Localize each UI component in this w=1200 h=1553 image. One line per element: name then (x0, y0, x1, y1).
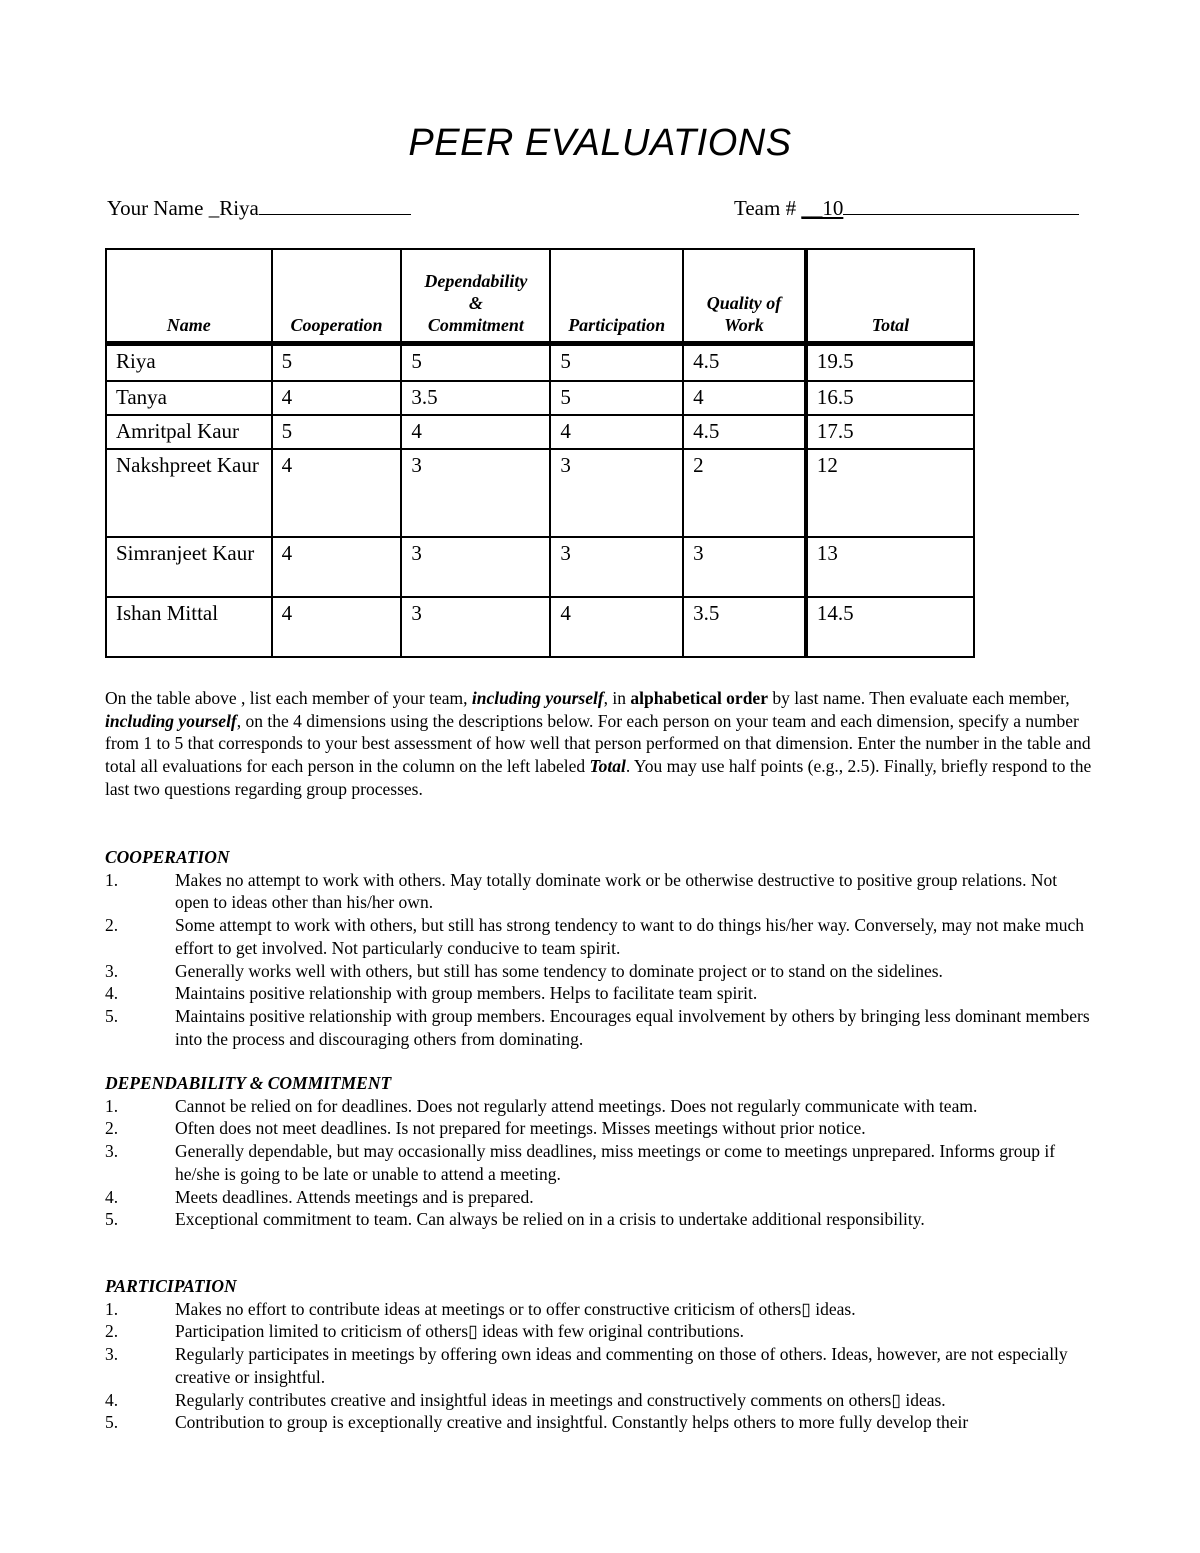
cell-cooperation[interactable]: 4 (272, 597, 402, 657)
item-number: 2. (105, 1118, 119, 1139)
cell-quality[interactable]: 4 (683, 381, 806, 415)
item-number: 3. (105, 960, 119, 981)
instructions-text: , in (603, 688, 631, 708)
column-header-dependability: Dependability & Commitment (401, 249, 550, 344)
cooperation-section (105, 846, 1095, 1050)
section-heading: COOPERATION (105, 847, 230, 867)
cell-name[interactable]: Ishan Mittal (106, 597, 272, 657)
item-number: 2. (105, 915, 119, 936)
item-number: 1. (105, 1095, 119, 1116)
cell-total[interactable]: 12 (806, 449, 974, 537)
section-heading: PARTICIPATION (105, 1276, 237, 1296)
list-item (105, 1298, 1095, 1321)
item-text: Cannot be relied on for deadlines. Does not regularly attend meetings. Does not regularly communicate with team. (175, 1095, 978, 1116)
team-number-value: __10 (801, 196, 844, 220)
table-row (106, 415, 974, 449)
cell-cooperation[interactable]: 4 (272, 537, 402, 597)
your-name-value: _Riya (208, 196, 259, 220)
list-item (105, 960, 1095, 983)
table-header-row (106, 249, 974, 344)
cell-name[interactable]: Nakshpreet Kaur (106, 449, 272, 537)
instructions-text: , on the 4 dimensions using the descriptions below. For each person on your team and each dimension, specify a number from 1 to 5 that corresponds to your best assessment of how well that person performed on that dimension. Enter the number in the table and total all evaluations for each person in the column on the left labeled (105, 710, 1091, 777)
instructions-emphasis: Total (589, 756, 626, 777)
instructions-text: On the table above , list each member of your team, (105, 688, 472, 708)
item-number: 4. (105, 983, 119, 1004)
column-header-total: Total (806, 249, 974, 344)
item-text: Regularly participates in meetings by offering own ideas and commenting on those of others. Ideas, however, are not especially creative or insightful. (175, 1344, 1068, 1387)
item-number: 3. (105, 1141, 119, 1162)
your-name-label: Your Name (107, 196, 209, 220)
cell-dependability[interactable]: 3 (401, 537, 550, 597)
item-text: Exceptional commitment to team. Can always be relied on in a crisis to undertake additional responsibility. (175, 1209, 925, 1230)
item-text: Participation limited to criticism of others▯ ideas with few original contributions. (175, 1321, 745, 1342)
cell-dependability[interactable]: 3 (401, 597, 550, 657)
cell-name[interactable]: Riya (106, 344, 272, 382)
instructions-text: by last name. Then evaluate each member, (767, 688, 1070, 708)
item-text: Generally dependable, but may occasionally miss deadlines, miss meetings or come to meetings unprepared. Informs group if he/she is going to be late or unable to attend a meeting. (175, 1141, 1056, 1184)
table-row (106, 449, 974, 537)
list-item (105, 1186, 1095, 1209)
cell-dependability[interactable]: 3 (401, 449, 550, 537)
section-heading: DEPENDABILITY & COMMITMENT (105, 1073, 392, 1093)
team-number-underline (843, 196, 1079, 215)
your-name-underline (259, 196, 411, 215)
item-number: 1. (105, 869, 119, 890)
cell-total[interactable]: 17.5 (806, 415, 974, 449)
instructions-emphasis: including yourself (105, 710, 237, 731)
cell-quality[interactable]: 4.5 (683, 415, 806, 449)
cell-participation[interactable]: 4 (550, 597, 683, 657)
instructions-emphasis: including yourself (471, 688, 604, 708)
item-number: 4. (105, 1389, 119, 1410)
list-item (105, 1117, 1095, 1140)
your-name-field (107, 196, 411, 221)
item-text: Makes no effort to contribute ideas at meetings or to offer constructive criticism of others▯ ideas. (175, 1298, 856, 1319)
cell-name[interactable]: Tanya (106, 381, 272, 415)
table-row (106, 344, 974, 382)
item-text: Maintains positive relationship with group members. Encourages equal involvement by others by bringing less dominant members into the process and discouraging others from dominating. (175, 1005, 1090, 1049)
item-text: Contribution to group is exceptionally creative and insightful. Constantly helps others to more fully develop their (175, 1412, 969, 1433)
item-number: 1. (105, 1298, 119, 1319)
cell-total[interactable]: 19.5 (806, 344, 974, 382)
item-number: 5. (105, 1412, 119, 1433)
column-header-cooperation: Cooperation (272, 249, 402, 344)
item-number: 2. (105, 1321, 119, 1342)
cell-name[interactable]: Amritpal Kaur (106, 415, 272, 449)
cell-total[interactable]: 16.5 (806, 381, 974, 415)
table-row (106, 597, 974, 657)
item-text: Maintains positive relationship with group members. Helps to facilitate team spirit. (175, 983, 758, 1004)
cell-cooperation[interactable]: 5 (272, 415, 402, 449)
list-item (105, 1208, 1095, 1231)
item-text: Some attempt to work with others, but still has strong tendency to want to do things his/her way. Conversely, may not make much effort to get involved. Not particularly conducive to team spirit. (175, 915, 1085, 958)
list-item (105, 982, 1095, 1005)
list-item (105, 1320, 1095, 1343)
cell-dependability[interactable]: 4 (401, 415, 550, 449)
item-number: 3. (105, 1344, 119, 1365)
list-item (105, 1005, 1095, 1050)
list-item (105, 1343, 1095, 1388)
cell-quality[interactable]: 2 (683, 449, 806, 537)
instructions-paragraph (105, 687, 1095, 801)
item-number: 5. (105, 1005, 119, 1026)
dependability-section (105, 1072, 1095, 1231)
cell-quality[interactable]: 4.5 (683, 344, 806, 382)
page-title: PEER EVALUATIONS (408, 122, 792, 164)
cell-quality[interactable]: 3.5 (683, 597, 806, 657)
cell-participation[interactable]: 4 (550, 415, 683, 449)
list-item (105, 1411, 1095, 1434)
column-header-quality: Quality of Work (683, 249, 806, 344)
list-item (105, 1140, 1095, 1185)
list-item (105, 1389, 1095, 1412)
cell-cooperation[interactable]: 4 (272, 381, 402, 415)
team-number-field (734, 196, 1079, 221)
list-item (105, 1095, 1095, 1118)
column-header-participation: Participation (550, 249, 683, 344)
cell-participation[interactable]: 5 (550, 381, 683, 415)
item-number: 4. (105, 1186, 119, 1207)
cell-quality[interactable]: 3 (683, 537, 806, 597)
instructions-text: . You may use half points (e.g., 2.5). Finally, briefly respond to the last two questions regarding group processes. (105, 756, 1092, 799)
cell-participation[interactable]: 3 (550, 537, 683, 597)
item-text: Often does not meet deadlines. Is not prepared for meetings. Misses meetings without prior notice. (175, 1118, 866, 1139)
cell-cooperation[interactable]: 4 (272, 449, 402, 537)
list-item (105, 914, 1095, 959)
cell-name[interactable]: Simranjeet Kaur (106, 537, 272, 597)
cell-cooperation[interactable]: 5 (272, 344, 402, 382)
evaluation-table (105, 248, 975, 658)
item-number: 5. (105, 1209, 119, 1230)
cell-participation[interactable]: 3 (550, 449, 683, 537)
cell-total[interactable]: 14.5 (806, 597, 974, 657)
item-text: Regularly contributes creative and insightful ideas in meetings and constructively comments on others▯ ideas. (175, 1389, 946, 1410)
list-item (105, 869, 1095, 914)
participation-section (105, 1275, 1095, 1434)
item-text: Generally works well with others, but still has some tendency to dominate project or to stand on the sidelines. (175, 960, 943, 981)
column-header-name: Name (106, 249, 272, 344)
table-row (106, 381, 974, 415)
cell-participation[interactable]: 5 (550, 344, 683, 382)
cell-dependability[interactable]: 5 (401, 344, 550, 382)
team-number-label: Team # (734, 196, 802, 220)
cell-dependability[interactable]: 3.5 (401, 381, 550, 415)
cell-total[interactable]: 13 (806, 537, 974, 597)
instructions-emphasis: alphabetical order (630, 688, 768, 708)
item-text: Meets deadlines. Attends meetings and is prepared. (175, 1186, 534, 1207)
table-row (106, 537, 974, 597)
item-text: Makes no attempt to work with others. May totally dominate work or be otherwise destructive to positive group relations. Not open to ideas other than his/her own. (175, 869, 1058, 913)
